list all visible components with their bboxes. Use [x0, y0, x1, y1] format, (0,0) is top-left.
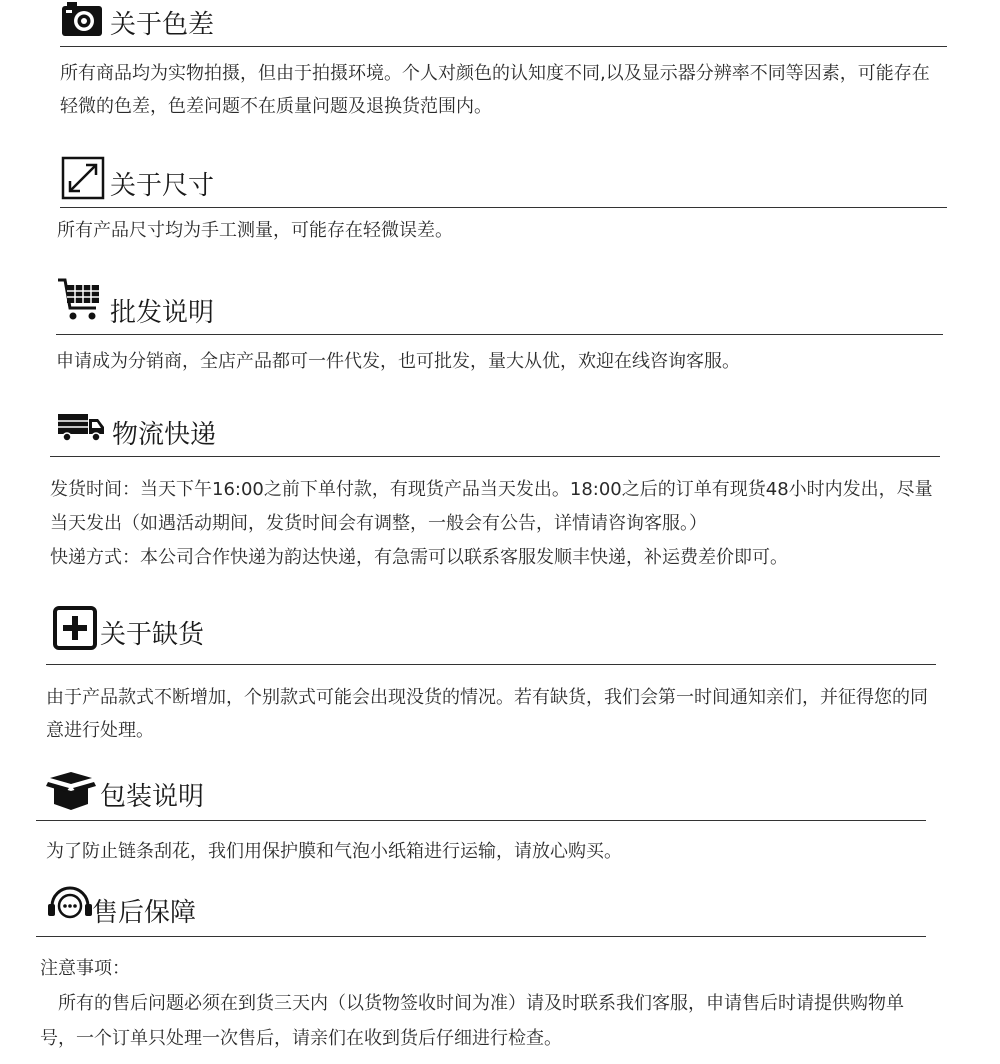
delivery-truck-icon: [56, 410, 106, 444]
section-text: 所有商品均为实物拍摄，但由于拍摄环境。个人对颜色的认知度不同,以及显示器分辨率不同等因素，可能存在轻微的色差，色差问题不在质量问题及退换货范围内。: [60, 63, 930, 117]
section-text-shipping-time: 发货时间：当天下午16:00之前下单付款，有现货产品当天发出。18:00之后的订单有现货48小时内发出，尽量当天发出（如遇活动期间，发货时间会有调整，一般会有公告，详情请咨询客服。）: [50, 479, 933, 534]
plus-box-icon: [53, 606, 97, 650]
section-after-sales: [36, 884, 926, 1056]
section-title: 售后保障: [92, 898, 197, 928]
section-logistics: [50, 400, 940, 575]
section-header: [60, 152, 947, 208]
customer-service-icon: [46, 880, 94, 928]
section-text: 所有的售后问题必须在到货三天内（以货物签收时间为准）请及时联系我们客服，申请售后时请提供购物单号，一个订单只处理一次售后，请亲们在收到货后仔细进行检查。: [40, 993, 904, 1049]
package-box-icon: [46, 770, 96, 812]
section-text: 由于产品款式不断增加，个别款式可能会出现没货的情况。若有缺货，我们会第一时间通知亲们，并征得您的同意进行处理。: [46, 687, 928, 741]
section-color-difference: [60, 0, 947, 123]
section-text: 申请成为分销商，全店产品都可一件代发，也可批发，量大从优，欢迎在线咨询客服。: [56, 351, 740, 372]
section-header: [60, 0, 947, 47]
section-title: 批发说明: [110, 298, 215, 328]
section-text: 为了防止链条刮花，我们用保护膜和气泡小纸箱进行运输，请放心购买。: [46, 841, 622, 862]
section-title: 关于色差: [110, 10, 215, 40]
section-text: 所有产品尺寸均为手工测量，可能存在轻微误差。: [57, 220, 453, 241]
shopping-cart-icon: [56, 276, 102, 322]
section-wholesale: [56, 270, 943, 378]
section-size: [57, 152, 947, 247]
section-header: [36, 884, 926, 937]
section-title: 关于尺寸: [110, 171, 215, 201]
section-title: 物流快递: [112, 420, 217, 450]
camera-icon: [60, 0, 104, 40]
section-title: 包装说明: [100, 782, 205, 812]
resize-icon: [60, 155, 106, 201]
section-title: 关于缺货: [100, 620, 205, 650]
section-header: [46, 598, 936, 665]
section-out-of-stock: [46, 598, 936, 747]
section-header: [56, 270, 943, 335]
section-header: [50, 400, 940, 457]
section-text-courier: 快递方式：本公司合作快递为韵达快递，有急需可以联系客服发顺丰快递，补运费差价即可。: [50, 547, 788, 568]
section-packaging: [36, 768, 926, 868]
section-header: [36, 768, 926, 821]
section-subtitle-notes: 注意事项：: [40, 958, 130, 979]
